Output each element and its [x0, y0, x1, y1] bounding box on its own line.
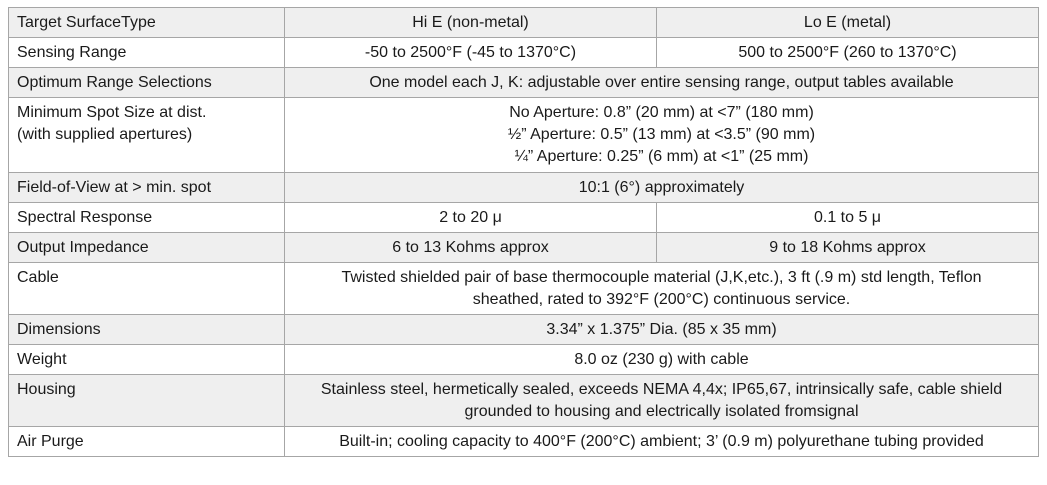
label-line: (with supplied apertures)	[17, 126, 193, 143]
row-field-of-view	[9, 173, 1039, 203]
value-line: Stainless steel, hermetically sealed, exceeds NEMA 4,4x; IP65,67, intrinsically safe, cable shield	[320, 381, 1003, 398]
label-line: Minimum Spot Size at dist.	[17, 104, 207, 121]
row-spectral-response	[9, 203, 1039, 233]
hi-e-value: 2 to 20 μ	[285, 203, 657, 233]
value-line: ½” Aperture: 0.5” (13 mm) at <3.5” (90 mm)	[507, 126, 816, 143]
value-line: Twisted shielded pair of base thermocouple material (J,K,etc.), 3 ft (.9 m) std length, Teflon	[341, 269, 982, 286]
row-value: 8.0 oz (230 g) with cable	[285, 345, 1039, 375]
row-label	[9, 98, 285, 173]
row-label: Weight	[9, 345, 285, 375]
row-value: 3.34” x 1.375” Dia. (85 x 35 mm)	[285, 315, 1039, 345]
row-value	[285, 98, 1039, 173]
lo-e-value: 0.1 to 5 μ	[657, 203, 1039, 233]
row-label: Optimum Range Selections	[9, 68, 285, 98]
row-cable	[9, 263, 1039, 315]
row-label: Target SurfaceType	[9, 8, 285, 38]
lo-e-value: 500 to 2500°F (260 to 1370°C)	[657, 38, 1039, 68]
row-air-purge	[9, 427, 1039, 457]
row-value: One model each J, K: adjustable over entire sensing range, output tables available	[285, 68, 1039, 98]
row-weight	[9, 345, 1039, 375]
hi-e-value: 6 to 13 Kohms approx	[285, 233, 657, 263]
value-line: grounded to housing and electrically isolated fromsignal	[464, 403, 859, 420]
row-label: Dimensions	[9, 315, 285, 345]
row-label: Field-of-View at > min. spot	[9, 173, 285, 203]
value-line: sheathed, rated to 392°F (200°C) continuous service.	[472, 291, 851, 308]
row-minimum-spot-size	[9, 98, 1039, 173]
row-label: Cable	[9, 263, 285, 315]
row-label: Spectral Response	[9, 203, 285, 233]
row-label: Housing	[9, 375, 285, 427]
row-label: Sensing Range	[9, 38, 285, 68]
lo-e-value: 9 to 18 Kohms approx	[657, 233, 1039, 263]
row-label: Air Purge	[9, 427, 285, 457]
row-target-surface-type	[9, 8, 1039, 38]
row-value: Built-in; cooling capacity to 400°F (200°C) ambient; 3’ (0.9 m) polyurethane tubing provided	[285, 427, 1039, 457]
value-line: No Aperture: 0.8” (20 mm) at <7” (180 mm)	[509, 104, 814, 121]
row-sensing-range	[9, 38, 1039, 68]
row-housing	[9, 375, 1039, 427]
row-value: 10:1 (6°) approximately	[285, 173, 1039, 203]
row-label: Output Impedance	[9, 233, 285, 263]
row-value	[285, 375, 1039, 427]
row-value	[285, 263, 1039, 315]
value-line: ¼” Aperture: 0.25” (6 mm) at <1” (25 mm)	[514, 148, 809, 165]
hi-e-value: Hi E (non-metal)	[285, 8, 657, 38]
hi-e-value: -50 to 2500°F (-45 to 1370°C)	[285, 38, 657, 68]
spec-table	[8, 7, 1039, 457]
row-optimum-range	[9, 68, 1039, 98]
lo-e-value: Lo E (metal)	[657, 8, 1039, 38]
row-dimensions	[9, 315, 1039, 345]
row-output-impedance	[9, 233, 1039, 263]
